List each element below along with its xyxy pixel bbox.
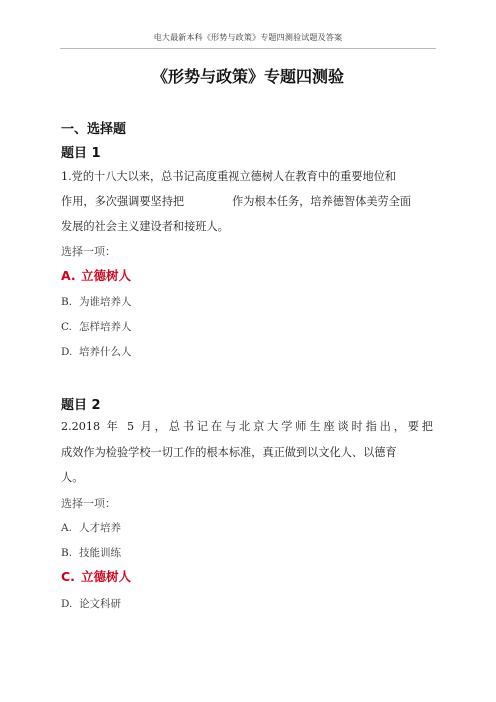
question-1-option-b[interactable] — [61, 294, 132, 309]
question-1-heading: 题目 1 — [61, 146, 101, 161]
option-text: 立德树人 — [81, 268, 132, 283]
option-letter: D. — [61, 598, 73, 610]
question-2-option-b[interactable] — [61, 545, 121, 560]
option-letter: C. — [61, 569, 75, 584]
question-2-option-c[interactable] — [61, 567, 131, 585]
option-letter: C. — [61, 321, 72, 333]
option-letter: B. — [61, 296, 73, 308]
question-1-line-2-end: 作为根本任务，培养德智体美劳全面 — [232, 195, 412, 208]
option-letter: B. — [61, 547, 73, 559]
option-text: 论文科研 — [79, 598, 121, 610]
option-text: 技能训练 — [79, 547, 121, 559]
question-1-option-d[interactable] — [61, 344, 132, 359]
question-2-option-a[interactable] — [61, 520, 121, 535]
question-1-line-2 — [61, 193, 411, 209]
option-text: 怎样培养人 — [79, 321, 132, 333]
option-letter: A. — [61, 268, 76, 283]
section-heading: 一、选择题 — [61, 122, 127, 137]
question-1-line-3: 发展的社会主义建设者和接班人。 — [61, 220, 229, 233]
question-1-option-c[interactable] — [61, 319, 132, 334]
question-1-line-1: 1.党的十八大以来，总书记高度重视立德树人在教育中的重要地位和 — [61, 170, 397, 183]
option-text: 立德树人 — [81, 569, 132, 584]
question-2-line-2: 成效作为检验学校一切工作的根本标准，真正做到以文化人、以德育 — [61, 446, 397, 459]
option-text: 人才培养 — [79, 522, 121, 534]
question-1-line-2-start: 作用，多次强调要坚持把 — [61, 195, 185, 208]
header-divider — [60, 48, 436, 49]
question-2-option-d[interactable] — [61, 596, 121, 611]
option-text: 培养什么人 — [79, 346, 132, 358]
question-2-line-1: 2.2018 年 5 月，总书记在与北京大学师生座谈时指出，要把 — [61, 420, 433, 433]
option-letter: D. — [61, 346, 73, 358]
option-text: 为谁培养人 — [79, 296, 132, 308]
option-letter: A. — [61, 522, 72, 534]
question-1-option-a[interactable] — [61, 266, 131, 284]
page-title: 《形势与政策》专题四测验 — [151, 67, 344, 86]
page-header: 电大最新本科《形势与政策》专题四测验试题及答案 — [153, 33, 343, 42]
question-2-heading: 题目 2 — [61, 398, 101, 413]
question-2-line-3: 人。 — [61, 471, 84, 484]
question-2-prompt: 选择一项： — [61, 497, 116, 510]
question-1-prompt: 选择一项： — [61, 245, 116, 258]
